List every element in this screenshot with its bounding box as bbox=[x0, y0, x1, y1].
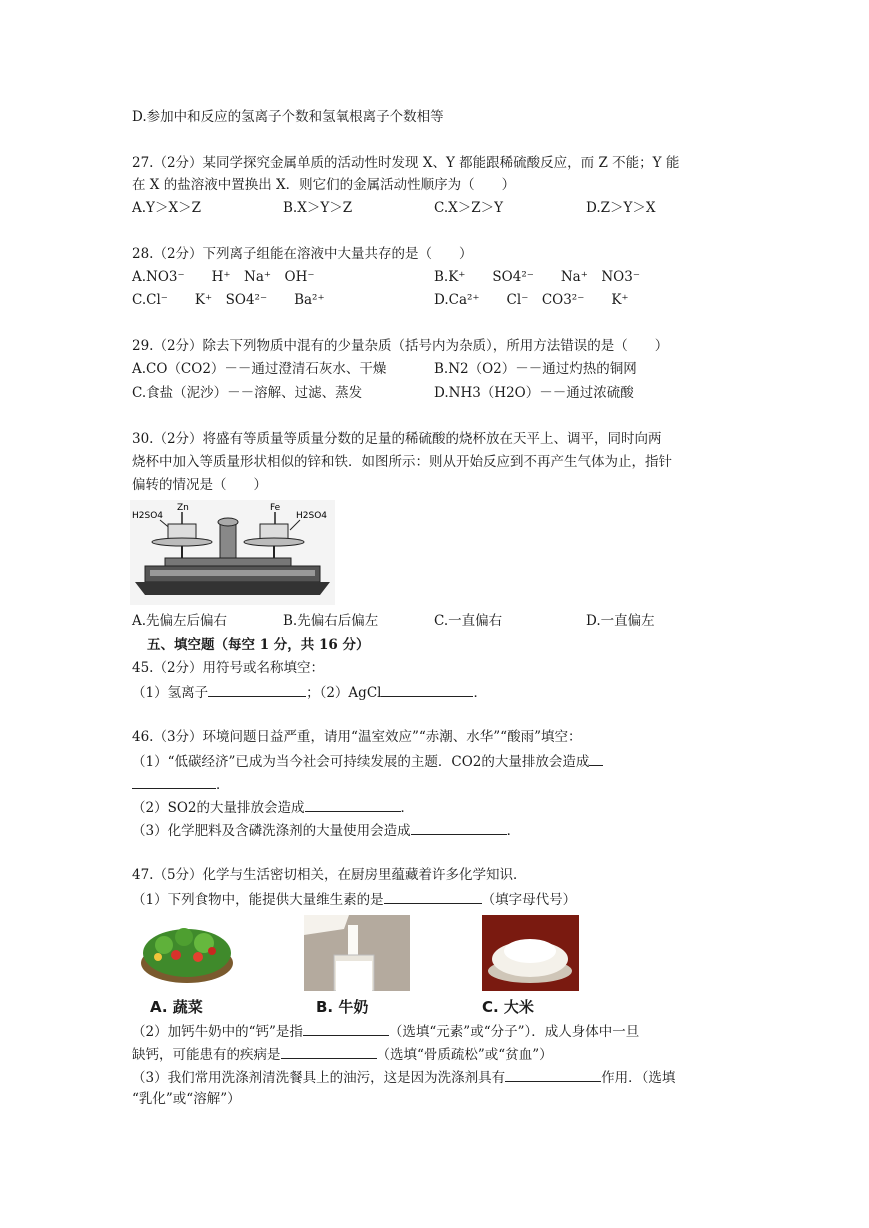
q27-option-b: B.X＞Y＞Z bbox=[283, 200, 353, 216]
q45-line bbox=[132, 682, 487, 702]
option-d-prev: D.参加中和反应的氢离子个数和氢氧根离子个数相等 bbox=[132, 109, 444, 125]
answer-blank-2[interactable] bbox=[381, 682, 473, 697]
q27-option-a: A.Y＞X＞Z bbox=[132, 200, 201, 216]
q27-stem-2: 在 X 的盐溶液中置换出 X．则它们的金属活动性顺序为（ ） bbox=[132, 177, 516, 193]
q30-option-b: B.先偏右后偏左 bbox=[283, 613, 379, 629]
q29-option-c: C.食盐（泥沙）－－溶解、过滤、蒸发 bbox=[132, 385, 363, 401]
caption-a: A. 蔬菜 bbox=[150, 998, 203, 1016]
answer-blank-3b[interactable] bbox=[132, 774, 216, 789]
q47-p1-end: （填字母代号） bbox=[481, 892, 577, 908]
label-h2so4-left: H2SO4 bbox=[132, 511, 164, 521]
q47-p1-text: （1）下列食物中，能提供大量维生素的是 bbox=[132, 892, 384, 908]
q45-end: ． bbox=[473, 685, 487, 701]
label-zn: Zn bbox=[177, 503, 189, 513]
q45-part1: （1）氢离子 bbox=[132, 685, 209, 701]
q47-p2c: 缺钙，可能患有的疾病是 bbox=[132, 1047, 281, 1063]
answer-blank-7[interactable] bbox=[303, 1021, 389, 1036]
label-fe: Fe bbox=[270, 503, 281, 513]
answer-blank-1[interactable] bbox=[208, 682, 306, 697]
balance-figure bbox=[130, 500, 335, 605]
milk-image bbox=[304, 915, 410, 991]
answer-blank-8[interactable] bbox=[281, 1044, 377, 1059]
q46-p1-cont bbox=[132, 774, 230, 794]
answer-blank-3a[interactable] bbox=[589, 751, 603, 766]
q30-option-c: C.一直偏右 bbox=[434, 613, 503, 629]
q46-p3-text: （3）化学肥料及含磷洗涤剂的大量使用会造成 bbox=[132, 823, 411, 839]
q47-p3-line1 bbox=[132, 1067, 675, 1087]
q47-p2a: （2）加钙牛奶中的“钙”是指 bbox=[132, 1024, 303, 1040]
caption-b: B. 牛奶 bbox=[316, 998, 369, 1016]
q27-option-d: D.Z＞Y＞X bbox=[586, 200, 656, 216]
q28-stem: 28.（2分）下列离子组能在溶液中大量共存的是（ ） bbox=[132, 246, 473, 262]
q47-p2b: （选填“元素”或“分子”）．成人身体中一旦 bbox=[388, 1024, 640, 1040]
q29-option-b: B.N2（O2）－－通过灼热的铜网 bbox=[434, 361, 637, 377]
q28-option-b: B.K⁺ SO4²⁻ Na⁺ NO3⁻ bbox=[434, 269, 640, 285]
label-h2so4-right: H2SO4 bbox=[296, 511, 328, 521]
q46-p3 bbox=[132, 820, 520, 840]
q47-stem: 47.（5分）化学与生活密切相关，在厨房里蕴藏着许多化学知识． bbox=[132, 867, 527, 883]
answer-blank-4[interactable] bbox=[305, 797, 401, 812]
q30-stem-1: 30.（2分）将盛有等质量等质量分数的足量的稀硫酸的烧杯放在天平上、调平，同时向两 bbox=[132, 431, 662, 447]
q46-p2-text: （2）SO2的大量排放会造成 bbox=[132, 800, 305, 816]
q47-p3b: 作用．（选填 bbox=[601, 1070, 676, 1086]
vegetable-salad-image bbox=[134, 915, 241, 991]
answer-blank-5[interactable] bbox=[411, 820, 507, 835]
answer-blank-9[interactable] bbox=[505, 1067, 601, 1082]
q29-option-d: D.NH3（H2O）－－通过浓硫酸 bbox=[434, 385, 634, 401]
q45-part2: ；（2）AgCl bbox=[306, 685, 382, 701]
q30-stem-3: 偏转的情况是（ ） bbox=[132, 477, 267, 493]
q46-p3-end: ． bbox=[506, 823, 521, 839]
q47-p1 bbox=[132, 889, 576, 909]
q46-p1-text: （1）“低碳经济”已成为当今社会可持续发展的主题．CO2的大量排放会造成 bbox=[132, 754, 590, 770]
q28-option-a: A.NO3⁻ H⁺ Na⁺ OH⁻ bbox=[132, 269, 315, 285]
q47-p3a: （3）我们常用洗涤剂清洗餐具上的油污，这是因为洗涤剂具有 bbox=[132, 1070, 506, 1086]
section-heading: 五、填空题（每空 1 分，共 16 分） bbox=[147, 637, 370, 653]
rice-image bbox=[482, 915, 579, 991]
q46-p1-end: ． bbox=[216, 777, 230, 793]
q29-option-a: A.CO（CO2）－－通过澄清石灰水、干燥 bbox=[132, 361, 387, 377]
q46-p2-end: ． bbox=[400, 800, 414, 816]
q28-option-d: D.Ca²⁺ Cl⁻ CO3²⁻ K⁺ bbox=[434, 292, 629, 308]
q29-stem: 29.（2分）除去下列物质中混有的少量杂质（括号内为杂质），所用方法错误的是（ ） bbox=[132, 338, 669, 354]
q45-stem: 45.（2分）用符号或名称填空： bbox=[132, 660, 325, 676]
q47-p3-line2: “乳化”或“溶解”） bbox=[132, 1091, 241, 1107]
q27-option-c: C.X＞Z＞Y bbox=[434, 200, 504, 216]
q46-p2 bbox=[132, 797, 414, 817]
q30-stem-2: 烧杯中加入等质量形状相似的锌和铁．如图所示：则从开始反应到不再产生气体为止，指针 bbox=[132, 454, 672, 470]
q30-option-d: D.一直偏左 bbox=[586, 613, 655, 629]
q46-stem: 46.（3分）环境问题日益严重，请用“温室效应”“赤潮、水华”“酸雨”填空： bbox=[132, 729, 582, 745]
caption-c: C. 大米 bbox=[482, 998, 534, 1016]
q47-p2-line1 bbox=[132, 1021, 639, 1041]
q28-option-c: C.Cl⁻ K⁺ SO4²⁻ Ba²⁺ bbox=[132, 292, 325, 308]
q30-option-a: A.先偏左后偏右 bbox=[132, 613, 228, 629]
q27-stem-1: 27.（2分）某同学探究金属单质的活动性时发现 X、Y 都能跟稀硫酸反应，而 Z 不能；Y 能 bbox=[132, 155, 680, 171]
answer-blank-6[interactable] bbox=[384, 889, 482, 904]
q47-p2-line2 bbox=[132, 1044, 553, 1064]
q46-p1 bbox=[132, 751, 603, 771]
q47-p2d: （选填“骨质疏松”或“贫血”） bbox=[376, 1047, 553, 1063]
